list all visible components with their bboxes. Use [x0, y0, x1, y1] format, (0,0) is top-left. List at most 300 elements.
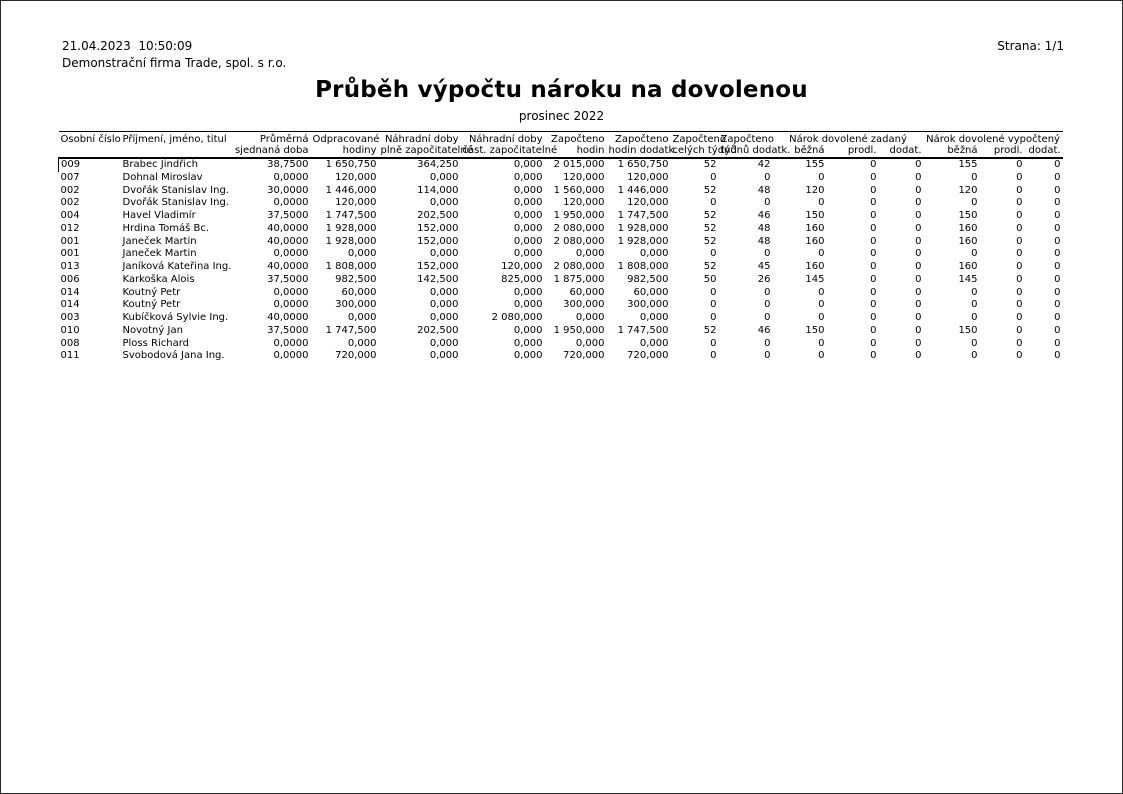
col-header-nahradni-plne: Náhradní doby plně započitatelné: [380, 134, 473, 156]
cell-employee-name: Hrdina Tomáš Bc.: [122, 222, 210, 234]
cell-value: 52: [703, 324, 717, 336]
cell-value: 2 080,000: [553, 235, 605, 247]
cell-employee-name: Karkoška Alois: [122, 273, 195, 285]
cell-employee-name: Novotný Jan: [122, 324, 183, 336]
cell-value: 120: [958, 184, 978, 196]
cell-value: 0: [1054, 273, 1061, 285]
cell-value: 1 928,000: [325, 235, 377, 247]
cell-value: 42: [757, 159, 771, 170]
cell-value: 0: [971, 286, 978, 298]
cell-personal-number: 014: [60, 299, 80, 311]
cell-value: 150: [958, 324, 978, 336]
cell-value: 0: [870, 299, 877, 311]
sub-header-zadany-prodl: prodl.: [847, 145, 877, 156]
cell-value: 202,500: [417, 210, 459, 221]
sub-header-vypocteny-bezna: běžná: [947, 145, 978, 156]
cell-value: 120,000: [627, 171, 669, 183]
cell-value: 120,000: [501, 261, 543, 272]
cell-value: 1 747,500: [325, 324, 377, 336]
cell-value: 155: [805, 159, 825, 170]
cell-value: 0: [818, 197, 825, 209]
cell-value: 52: [703, 210, 717, 221]
cell-personal-number: 001: [60, 248, 80, 260]
table-row: [59, 287, 1063, 300]
cell-value: 45: [757, 261, 771, 272]
cell-value: 0: [870, 184, 877, 196]
table-row: [59, 236, 1063, 249]
col-header-label: Příjmení, jméno, titul: [122, 134, 227, 145]
cell-value: 0: [1054, 210, 1061, 221]
cell-value: 300,000: [563, 299, 605, 311]
cell-employee-name: Koutný Petr: [122, 299, 181, 311]
table-row: [59, 158, 1063, 172]
cell-value: 37,5000: [267, 273, 309, 285]
cell-value: 982,500: [627, 273, 669, 285]
cell-value: 0: [1016, 312, 1023, 323]
cell-value: 120,000: [563, 171, 605, 183]
cell-value: 0: [1054, 350, 1061, 362]
cell-value: 0: [1016, 171, 1023, 183]
cell-employee-name: Kubíčková Sylvie Ing.: [122, 312, 229, 323]
header-row-primary: [59, 132, 1063, 146]
cell-value: 160: [958, 222, 978, 234]
cell-value: 0: [1054, 235, 1061, 247]
cell-value: 0: [915, 337, 922, 349]
cell-value: 0,000: [513, 350, 543, 362]
cell-employee-name: Dohnal Miroslav: [122, 171, 203, 183]
cell-value: 160: [958, 235, 978, 247]
cell-value: 60,000: [569, 286, 605, 298]
cell-value: 0,000: [513, 197, 543, 209]
cell-value: 0,000: [429, 337, 459, 349]
cell-value: 0,000: [429, 248, 459, 260]
table-row: [59, 261, 1063, 274]
cell-value: 152,000: [417, 261, 459, 272]
cell-value: 0: [1016, 248, 1023, 260]
cell-value: 0: [870, 273, 877, 285]
cell-value: 0,000: [429, 171, 459, 183]
cell-value: 0: [1054, 261, 1061, 272]
cell-value: 0: [915, 197, 922, 209]
cell-value: 300,000: [335, 299, 377, 311]
cell-value: 0: [870, 197, 877, 209]
cell-value: 152,000: [417, 222, 459, 234]
cell-value: 26: [757, 273, 771, 285]
cell-value: 0: [1054, 286, 1061, 298]
cell-value: 48: [757, 235, 771, 247]
table-row: [59, 185, 1063, 198]
cell-value: 0: [1016, 273, 1023, 285]
cell-value: 0,000: [347, 312, 377, 323]
cell-employee-name: Brabec Jindřich: [122, 159, 198, 170]
cell-value: 300,000: [627, 299, 669, 311]
sub-header-zadany-bezna: běžná: [794, 145, 825, 156]
cell-value: 0: [710, 197, 717, 209]
cell-value: 1 747,500: [325, 210, 377, 221]
cell-value: 0: [818, 350, 825, 362]
cell-value: 0: [870, 248, 877, 260]
cell-value: 0: [1016, 299, 1023, 311]
cell-value: 0: [1016, 222, 1023, 234]
cell-value: 120: [805, 184, 825, 196]
cell-value: 0: [915, 350, 922, 362]
cell-value: 1 928,000: [325, 222, 377, 234]
cell-value: 0: [915, 171, 922, 183]
cell-value: 0: [764, 350, 771, 362]
cell-value: 0: [870, 210, 877, 221]
cell-value: 120,000: [563, 197, 605, 209]
cell-value: 142,500: [417, 273, 459, 285]
cell-personal-number: 002: [60, 184, 80, 196]
cell-value: 720,000: [563, 350, 605, 362]
cell-value: 0: [915, 286, 922, 298]
cell-value: 0,000: [575, 312, 605, 323]
cell-employee-name: Dvořák Stanislav Ing.: [122, 197, 229, 209]
cell-value: 0: [870, 312, 877, 323]
cell-value: 0: [870, 324, 877, 336]
cell-value: 0: [1016, 197, 1023, 209]
cell-value: 0,0000: [273, 299, 309, 311]
cell-value: 0,000: [513, 299, 543, 311]
cell-value: 0: [710, 248, 717, 260]
cell-value: 0: [915, 261, 922, 272]
col-header-odpracovane-hodiny: Odpracované hodiny: [312, 134, 380, 156]
cell-value: 0,0000: [273, 350, 309, 362]
cell-value: 0: [710, 286, 717, 298]
cell-value: 0,000: [347, 337, 377, 349]
cell-value: 0,000: [513, 248, 543, 260]
cell-value: 120,000: [335, 197, 377, 209]
cell-value: 120,000: [335, 171, 377, 183]
cell-value: 0: [1054, 159, 1061, 170]
cell-value: 0: [764, 299, 771, 311]
cell-value: 0: [915, 312, 922, 323]
vacation-calculation-table: [58, 131, 1063, 363]
cell-value: 152,000: [417, 235, 459, 247]
table-row: [59, 350, 1063, 363]
cell-value: 0: [710, 337, 717, 349]
cell-value: 0,000: [513, 171, 543, 183]
cell-value: 1 446,000: [325, 184, 377, 196]
cell-value: 0,000: [639, 337, 669, 349]
cell-value: 50: [703, 273, 717, 285]
cell-value: 120,000: [627, 197, 669, 209]
cell-value: 0,000: [513, 286, 543, 298]
cell-personal-number: 014: [60, 286, 80, 298]
cell-value: 40,0000: [267, 235, 309, 247]
col-header-osobni-cislo: [59, 132, 121, 159]
cell-value: 1 950,000: [553, 210, 605, 221]
cell-value: 0: [1016, 261, 1023, 272]
cell-employee-name: Dvořák Stanislav Ing.: [122, 184, 229, 196]
cell-value: 0: [1054, 337, 1061, 349]
cell-value: 46: [757, 324, 771, 336]
report-header-left: [62, 38, 286, 72]
table-row: [59, 248, 1063, 261]
cell-value: 0: [971, 350, 978, 362]
cell-personal-number: 003: [60, 312, 80, 323]
cell-value: 37,5000: [267, 210, 309, 221]
group-header-narok-vypocteny: Nárok dovolené vypočtený: [926, 134, 1060, 145]
table-row: [59, 299, 1063, 312]
table-body: [59, 158, 1063, 363]
col-header-prijmeni: [121, 132, 233, 159]
report-period: prosinec 2022: [518, 109, 605, 123]
cell-value: 160: [805, 235, 825, 247]
cell-value: 1 650,750: [617, 159, 669, 170]
cell-value: 0,000: [575, 248, 605, 260]
cell-value: 46: [757, 210, 771, 221]
col-header-zapocteno-tydnu: Započteno celých týdnů: [672, 134, 737, 156]
cell-value: 40,0000: [267, 312, 309, 323]
cell-value: 364,250: [417, 159, 459, 170]
cell-value: 0,000: [513, 235, 543, 247]
cell-value: 0: [870, 350, 877, 362]
cell-value: 145: [805, 273, 825, 285]
cell-value: 38,7500: [267, 159, 309, 170]
table-row: [59, 274, 1063, 287]
cell-value: 1 808,000: [325, 261, 377, 272]
cell-value: 1 650,750: [325, 159, 377, 170]
cell-value: 0: [971, 337, 978, 349]
cell-value: 160: [958, 261, 978, 272]
cell-value: 825,000: [501, 273, 543, 285]
cell-personal-number: 004: [60, 210, 80, 221]
cell-value: 0: [1016, 210, 1023, 221]
cell-value: 0,0000: [273, 171, 309, 183]
report-topbar: [1, 1, 1122, 72]
cell-value: 0: [1054, 197, 1061, 209]
col-header-nahradni-cast: Náhradní doby část. započitatelné: [462, 134, 558, 156]
cell-value: 0,0000: [273, 248, 309, 260]
cell-personal-number: 008: [60, 337, 80, 349]
cell-value: 0,000: [513, 210, 543, 221]
cell-employee-name: Janeček Martin: [122, 235, 197, 247]
cell-value: 720,000: [627, 350, 669, 362]
cell-employee-name: Janíková Kateřina Ing.: [122, 261, 232, 272]
cell-value: 0,000: [429, 350, 459, 362]
cell-value: 0: [971, 299, 978, 311]
cell-value: 0,0000: [273, 197, 309, 209]
cell-value: 0,000: [639, 248, 669, 260]
cell-value: 0: [915, 184, 922, 196]
cell-value: 0: [1016, 350, 1023, 362]
sub-header-vypocteny-dodat: dodat.: [1028, 145, 1061, 156]
cell-employee-name: Koutný Petr: [122, 286, 181, 298]
cell-value: 0: [1054, 248, 1061, 260]
table-row: [59, 338, 1063, 351]
cell-value: 0: [915, 299, 922, 311]
cell-value: 114,000: [417, 184, 459, 196]
cell-value: 0: [818, 312, 825, 323]
cell-value: 60,000: [633, 286, 669, 298]
cell-value: 0: [1054, 312, 1061, 323]
cell-value: 0,000: [513, 324, 543, 336]
cell-value: 0: [870, 261, 877, 272]
report-page: [1, 1, 1122, 793]
company-name: Demonstrační firma Trade, spol. s r.o.: [62, 56, 287, 70]
cell-personal-number: 012: [60, 222, 80, 234]
cell-value: 52: [703, 261, 717, 272]
cell-employee-name: Ploss Richard: [122, 337, 189, 349]
cell-value: 37,5000: [267, 324, 309, 336]
cell-value: 0: [710, 312, 717, 323]
cell-value: 1 928,000: [617, 222, 669, 234]
cell-value: 982,500: [335, 273, 377, 285]
cell-value: 0: [818, 248, 825, 260]
cell-value: 0: [870, 222, 877, 234]
cell-personal-number: 001: [60, 235, 80, 247]
cell-value: 720,000: [335, 350, 377, 362]
cell-value: 48: [757, 222, 771, 234]
col-header-zapocteno-hodin-dodatk: Započteno hodin dodatk.: [608, 134, 678, 156]
cell-value: 0,000: [639, 312, 669, 323]
cell-value: 52: [703, 235, 717, 247]
cell-value: 48: [757, 184, 771, 196]
cell-value: 2 080,000: [553, 261, 605, 272]
cell-value: 0: [764, 312, 771, 323]
table-row: [59, 210, 1063, 223]
cell-value: 150: [805, 210, 825, 221]
cell-value: 0: [870, 286, 877, 298]
cell-value: 0,000: [513, 337, 543, 349]
cell-personal-number: 007: [60, 171, 80, 183]
cell-value: 0,000: [429, 286, 459, 298]
report-title: Průběh výpočtu nároku na dovolenou: [315, 77, 808, 103]
cell-value: 155: [958, 159, 978, 170]
col-header-prumerna-doba: Průměrná sjednaná doba: [234, 134, 309, 156]
cell-value: 150: [805, 324, 825, 336]
cell-value: 0: [818, 299, 825, 311]
cell-value: 0: [710, 299, 717, 311]
cell-value: 0: [1016, 286, 1023, 298]
group-header-narok-zadany: Nárok dovolené zadaný: [789, 134, 907, 145]
cell-value: 0,0000: [273, 337, 309, 349]
cell-value: 0: [1054, 299, 1061, 311]
cell-value: 52: [703, 222, 717, 234]
table-row: [59, 172, 1063, 185]
col-header-zapocteno-hodin: Započteno hodin: [551, 134, 605, 156]
cell-value: 0: [971, 171, 978, 183]
cell-value: 0: [915, 159, 922, 170]
cell-value: 2 015,000: [553, 159, 605, 170]
cell-value: 0,000: [429, 312, 459, 323]
table-row: [59, 325, 1063, 338]
report-datetime: 21.04.2023 10:50:09: [62, 39, 193, 53]
cell-personal-number: 009: [59, 158, 121, 172]
page-number: Strana: 1/1: [997, 39, 1064, 53]
sub-header-zadany-dodat: dodat.: [889, 145, 922, 156]
cell-value: 0: [818, 337, 825, 349]
cell-employee-name: Svobodová Jana Ing.: [122, 350, 225, 362]
cell-value: 150: [958, 210, 978, 221]
cell-value: 52: [703, 159, 717, 170]
cell-value: 160: [805, 222, 825, 234]
cell-value: 1 747,500: [617, 324, 669, 336]
cell-personal-number: 006: [60, 273, 80, 285]
cell-value: 0: [1054, 184, 1061, 196]
cell-value: 1 950,000: [553, 324, 605, 336]
cell-value: 0,000: [429, 299, 459, 311]
cell-value: 0,000: [429, 197, 459, 209]
cell-value: 0: [1016, 337, 1023, 349]
cell-personal-number: 013: [60, 261, 80, 272]
cell-value: 1 808,000: [617, 261, 669, 272]
cell-personal-number: 010: [60, 324, 80, 336]
cell-value: 0: [915, 273, 922, 285]
col-header-label: Osobní číslo: [60, 134, 121, 145]
cell-value: 0,000: [513, 184, 543, 196]
cell-value: 2 080,000: [491, 312, 543, 323]
cell-value: 60,000: [341, 286, 377, 298]
cell-value: 0,0000: [273, 286, 309, 298]
cell-value: 0: [915, 248, 922, 260]
cell-personal-number: 011: [60, 350, 80, 362]
cell-value: 0,000: [513, 159, 543, 170]
cell-value: 202,500: [417, 324, 459, 336]
cell-personal-number: 002: [60, 197, 80, 209]
cell-value: 0: [915, 235, 922, 247]
cell-value: 40,0000: [267, 261, 309, 272]
cell-value: 0: [1016, 235, 1023, 247]
cell-value: 0: [764, 337, 771, 349]
cell-value: 0: [971, 312, 978, 323]
cell-value: 0: [1054, 222, 1061, 234]
cell-value: 40,0000: [267, 222, 309, 234]
cell-value: 1 747,500: [617, 210, 669, 221]
cell-value: 0,000: [513, 222, 543, 234]
table-row: [59, 223, 1063, 236]
cell-value: 0: [870, 337, 877, 349]
cell-value: 160: [805, 261, 825, 272]
cell-value: 0: [764, 286, 771, 298]
cell-value: 30,0000: [267, 184, 309, 196]
cell-value: 1 875,000: [553, 273, 605, 285]
cell-value: 0,000: [575, 337, 605, 349]
cell-value: 52: [703, 184, 717, 196]
cell-value: 0: [915, 222, 922, 234]
cell-employee-name: Havel Vladimír: [122, 210, 196, 221]
cell-value: 0: [764, 171, 771, 183]
cell-value: 0: [870, 171, 877, 183]
cell-value: 0: [1054, 324, 1061, 336]
cell-value: 0: [710, 171, 717, 183]
table-row: [59, 197, 1063, 210]
table-header: [59, 132, 1063, 159]
cell-value: 0: [870, 159, 877, 170]
cell-value: 0: [915, 324, 922, 336]
cell-value: 0: [1016, 184, 1023, 196]
cell-value: 1 446,000: [617, 184, 669, 196]
cell-value: 145: [958, 273, 978, 285]
cell-employee-name: Janeček Martin: [122, 248, 197, 260]
cell-value: 1 560,000: [553, 184, 605, 196]
cell-value: 0: [1016, 159, 1023, 170]
cell-value: 0: [764, 248, 771, 260]
cell-value: 0: [915, 210, 922, 221]
cell-value: 0: [971, 248, 978, 260]
cell-value: 1 928,000: [617, 235, 669, 247]
cell-value: 0: [818, 286, 825, 298]
cell-value: 0: [764, 197, 771, 209]
cell-value: 0: [1016, 324, 1023, 336]
cell-value: 0: [818, 171, 825, 183]
cell-value: 0: [971, 197, 978, 209]
cell-value: 0: [1054, 171, 1061, 183]
sub-header-vypocteny-prodl: prodl.: [993, 145, 1023, 156]
cell-value: 0: [710, 350, 717, 362]
cell-value: 0,000: [347, 248, 377, 260]
